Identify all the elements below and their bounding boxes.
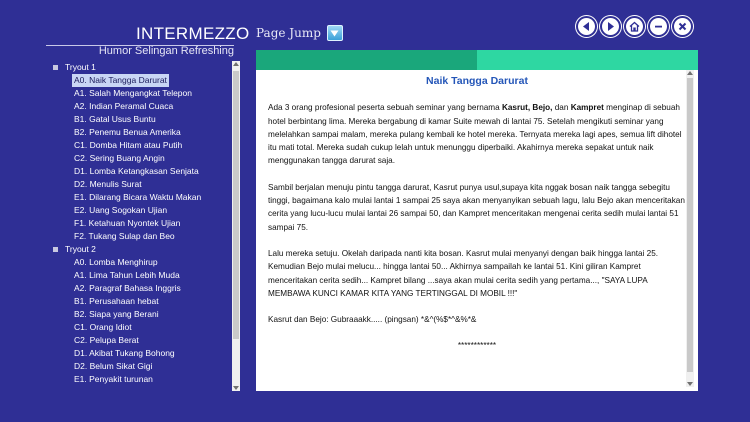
content-panel [256, 50, 698, 391]
minus-icon [653, 21, 664, 32]
tree-item-label: E1. Penyakit turunan [74, 374, 153, 384]
tree-item[interactable] [46, 308, 231, 321]
tree-item-label: E1. Dilarang Bicara Waktu Makan [74, 192, 202, 202]
navigation-tree [46, 61, 231, 391]
tree-item-label: A1. Lima Tahun Lebih Muda [74, 270, 180, 280]
app-title: INTERMEZZO [136, 24, 250, 43]
tree-group-label: Tryout 2 [65, 244, 96, 254]
back-button[interactable] [578, 18, 595, 35]
tree-item[interactable] [46, 334, 231, 347]
tree-item-label: A1. Salah Mengangkat Telepon [74, 88, 192, 98]
toolbar [578, 18, 691, 35]
article-end-marker: ************ [457, 341, 497, 351]
tree-scroll-thumb[interactable] [233, 71, 239, 339]
article-paragraph-1 [268, 101, 686, 167]
scroll-down-arrow-icon[interactable] [233, 386, 239, 390]
tree-item-label: A2. Indian Peramal Cuaca [74, 101, 174, 111]
tree-item[interactable] [46, 217, 231, 230]
tree-item[interactable] [46, 269, 231, 282]
tree-group-2[interactable] [46, 243, 231, 256]
tree-item[interactable] [46, 191, 231, 204]
minimize-button[interactable] [650, 18, 667, 35]
content-scrollbar[interactable] [686, 70, 694, 387]
tree-item[interactable] [46, 347, 231, 360]
tree-item[interactable] [46, 126, 231, 139]
close-icon [677, 21, 688, 32]
article [268, 74, 686, 386]
tree-item[interactable] [46, 295, 231, 308]
tree-item-label: B1. Gatal Usus Buntu [74, 114, 156, 124]
tree-group-1[interactable] [46, 61, 231, 74]
tree-item-label: D1. Akibat Tukang Bohong [74, 348, 175, 358]
tree-item[interactable] [46, 204, 231, 217]
tree-item-label: A0. Lomba Menghirup [74, 257, 158, 267]
progress-bar [256, 50, 698, 70]
forward-button[interactable] [602, 18, 619, 35]
arrow-right-icon [605, 21, 616, 32]
character-name: Kampret [570, 103, 604, 113]
tree-item[interactable] [46, 230, 231, 243]
tree-expander-icon[interactable] [53, 65, 58, 70]
article-paragraph-4: Kasrut dan Bejo: Gubraaakk..... (pingsan) *&^(%$*^&%*& [268, 315, 477, 325]
tree-item-label: A2. Paragraf Bahasa Inggris [74, 283, 181, 293]
tree-item[interactable] [46, 256, 231, 269]
chevron-down-icon[interactable] [327, 25, 343, 41]
text-run: Ada 3 orang profesional peserta sebuah seminar yang bernama [268, 103, 502, 113]
tree-item-label: A0. Naik Tangga Darurat [74, 75, 167, 85]
tree-group-label: Tryout 1 [65, 62, 96, 72]
scroll-up-arrow-icon[interactable] [687, 71, 693, 75]
home-button[interactable] [626, 18, 643, 35]
tree-item-label: B2. Siapa yang Berani [74, 309, 159, 319]
tree-item-label: B2. Penemu Benua Amerika [74, 127, 181, 137]
character-names: Kasrut, Bejo, [501, 103, 553, 113]
text-run: dan [552, 103, 571, 113]
tree-item-label: C2. Sering Buang Angin [74, 153, 165, 163]
tree-item-label: C2. Pelupa Berat [74, 335, 139, 345]
content-scroll-thumb[interactable] [687, 78, 693, 372]
page-jump-dropdown[interactable] [256, 23, 343, 43]
tree-item[interactable] [46, 139, 231, 152]
article-paragraph-3: Lalu mereka setuju. Okelah daripada nanti kita bosan. Kasrut mulai menyanyi dengan baik hingga lantai 25. Kemudian Bejo mulai melucu... hingga lantai 50... Akhirnya sampailah ke lantai 51. Kini giliran Kampret menceritakan cerita sedih... Kampret bilang ...saya akan mulai cerita sedih yang pertama..., "SAYA LUPA MEMBAWA KUNCI KAMAR KITA YANG TERTINGGAL DI MOBIL !!!" [268, 248, 659, 298]
tree-item-label: D1. Lomba Ketangkasan Senjata [74, 166, 199, 176]
tree-item[interactable] [46, 165, 231, 178]
scroll-down-arrow-icon[interactable] [687, 382, 693, 386]
scroll-up-arrow-icon[interactable] [233, 62, 239, 66]
tree-item-label: D2. Menulis Surat [74, 179, 142, 189]
tree-expander-icon[interactable] [53, 247, 58, 252]
tree-item-label: C1. Orang Idiot [74, 322, 132, 332]
text-run: menginap di sebuah hotel berbintang lima. Mereka bergabung di kamar Suite mewah di lantai 75. Setelah mengikuti seminar yang melelahkan sampai malam, mereka pulang kembali ke hotel mereka. Ternyata mereka lagi apes, semua lift dihotel itu mati total. Mereka sudah cukup lelah untuk menunggu diperbaiki. Akahirnya mereka sepakat untuk naik menggunakan tangga darurat saja. [268, 103, 682, 166]
tree-item[interactable] [46, 152, 231, 165]
close-button[interactable] [674, 18, 691, 35]
tree-item[interactable] [46, 74, 231, 87]
tree-item[interactable] [46, 100, 231, 113]
app-subtitle: Humor Selingan Refreshing [98, 45, 234, 57]
tree-item[interactable] [46, 87, 231, 100]
tree-item-label: D2. Belum Sikat Gigi [74, 361, 153, 371]
tree-scrollbar[interactable] [232, 61, 240, 391]
article-paragraph-2: Sambil berjalan menuju pintu tangga darurat, Kasrut punya usul,supaya kita nggak bosan naik tangga sebegitu tinggi, bagaimana kalo mulai lantai 1 sampai 25 saya akan menyanyikan sebuah lagu, lalu Bejo akan menceritakan cerita yang lucu-lucu mulai lantai 26 sampai 50, dan Kampret menceritakan mengenai cerita sedih mulai lantai 51 sampai 75. [268, 182, 685, 232]
tree-item-label: C1. Domba Hitam atau Putih [74, 140, 183, 150]
home-icon [629, 21, 640, 32]
tree-item[interactable] [46, 321, 231, 334]
tree-item-label: F1. Ketahuan Nyontek Ujian [74, 218, 181, 228]
tree-item[interactable] [46, 373, 231, 386]
tree-item[interactable] [46, 360, 231, 373]
progress-bar-fill [256, 50, 477, 70]
tree-item[interactable] [46, 282, 231, 295]
tree-item-label: E2. Uang Sogokan Ujian [74, 205, 168, 215]
tree-item-label: F2. Tukang Sulap dan Beo [74, 231, 175, 241]
article-title: Naik Tangga Darurat [426, 75, 528, 87]
tree-item-label: B1. Perusahaan hebat [74, 296, 159, 306]
page-jump-label: Page Jump [256, 26, 321, 40]
tree-item[interactable] [46, 113, 231, 126]
arrow-left-icon [581, 21, 592, 32]
tree-item[interactable] [46, 178, 231, 191]
